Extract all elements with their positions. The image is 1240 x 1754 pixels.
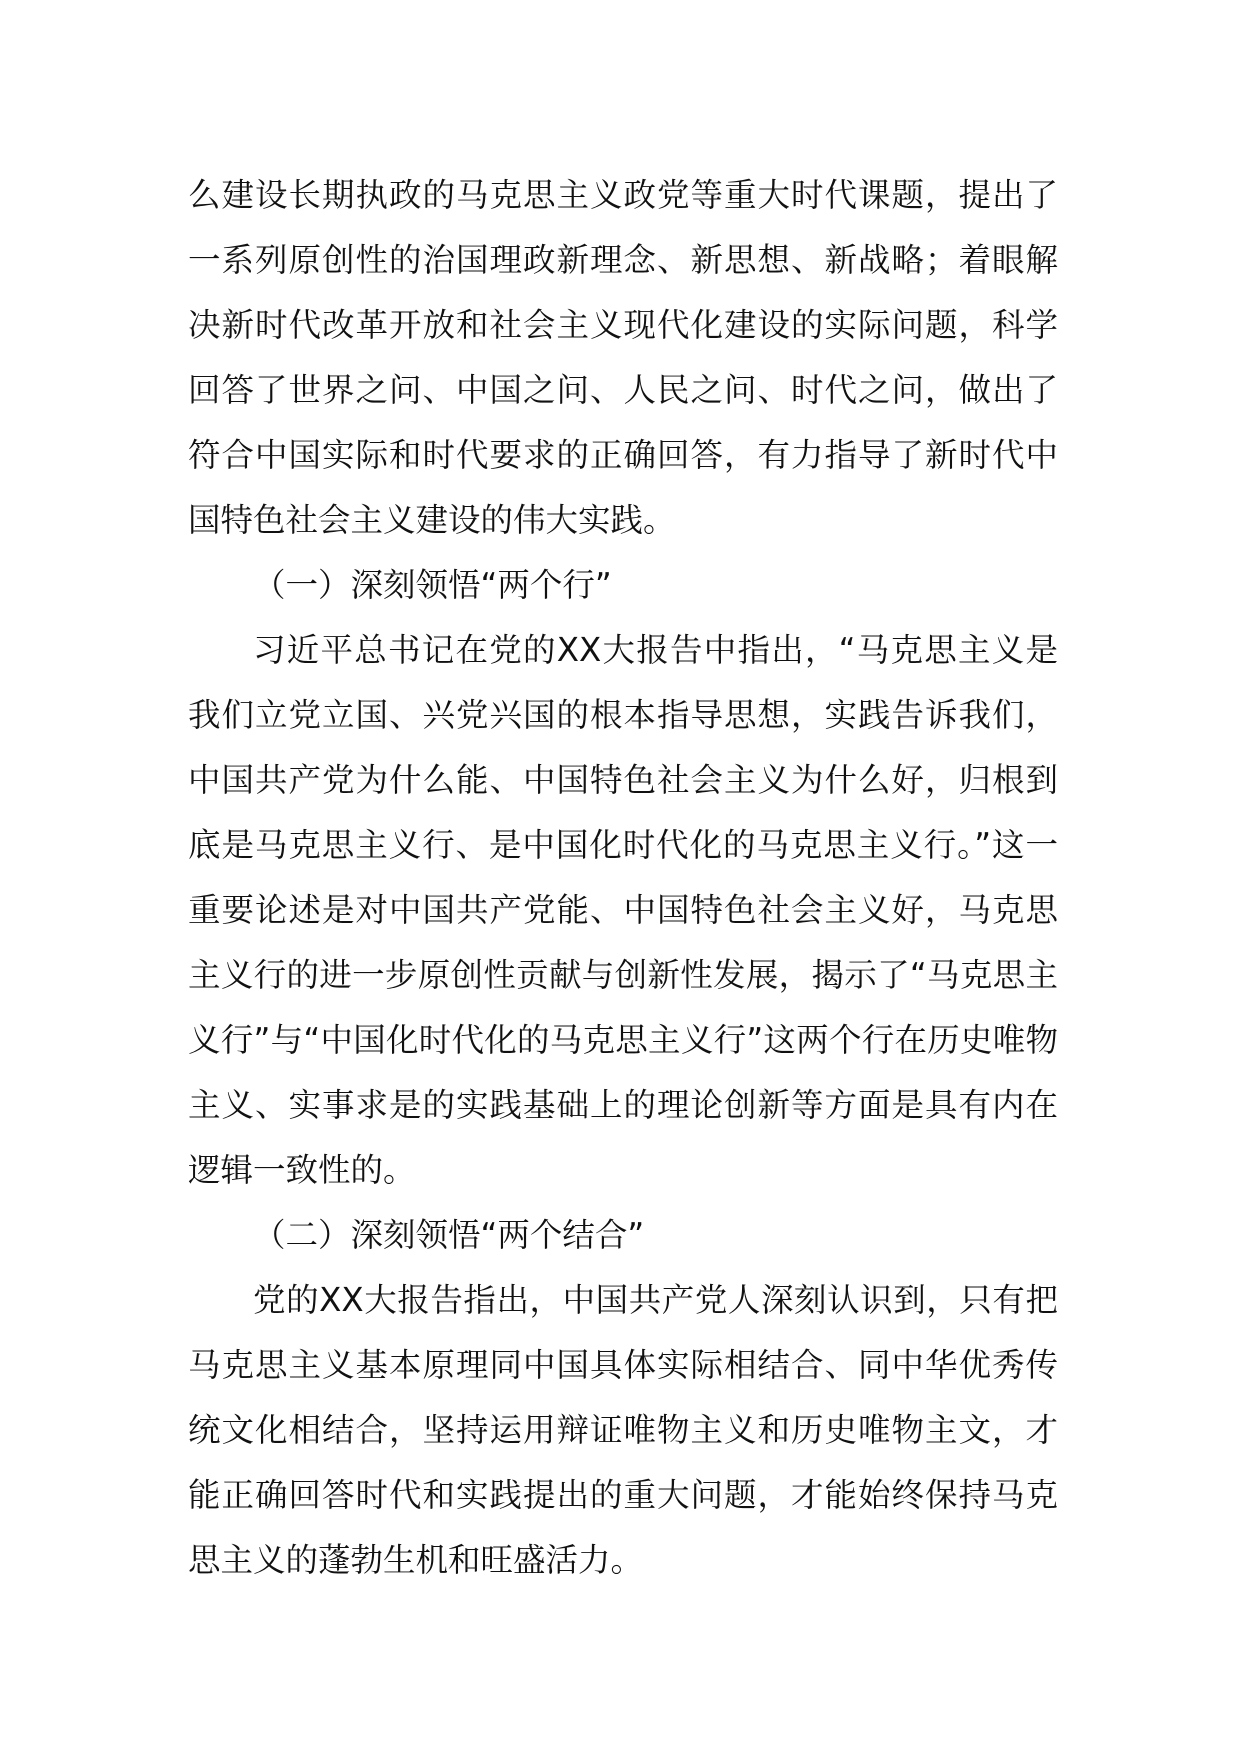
- document-body: [188, 163, 1058, 1593]
- paragraph-two-combinations: 党的XX大报告指出，中国共产党人深刻认识到，只有把马克思主义基本原理同中国具体实际相结合、同中华优秀传统文化相结合，坚持运用辩证唯物主义和历史唯物主文，才能正确回答时代和实践提出的重大问题，才能始终保持马克思主义的蓬勃生机和旺盛活力。: [188, 1281, 1058, 1579]
- section-heading-2: （二）深刻领悟“两个结合”: [253, 1216, 645, 1254]
- paragraph-two-xing: 习近平总书记在党的XX大报告中指出，“马克思主义是我们立党立国、兴党兴国的根本指导思想，实践告诉我们，中国共产党为什么能、中国特色社会主义为什么好，归根到底是马克思主义行、是中国化时代化的马克思主义行。”这一重要论述是对中国共产党能、中国特色社会主义好，马克思主义行的进一步原创性贡献与创新性发展，揭示了“马克思主义行”与“中国化时代化的马克思主义行”这两个行在历史唯物主义、实事求是的实践基础上的理论创新等方面是具有内在逻辑一致性的。: [188, 631, 1058, 1189]
- paragraph-continuation: 么建设长期执政的马克思主义政党等重大时代课题，提出了一系列原创性的治国理政新理念、新思想、新战略；着眼解决新时代改革开放和社会主义现代化建设的实际问题，科学回答了世界之问、中国之问、人民之问、时代之问，做出了符合中国实际和时代要求的正确回答，有力指导了新时代中国特色社会主义建设的伟大实践。: [188, 176, 1058, 539]
- section-heading-1: （一）深刻领悟“两个行”: [253, 566, 612, 604]
